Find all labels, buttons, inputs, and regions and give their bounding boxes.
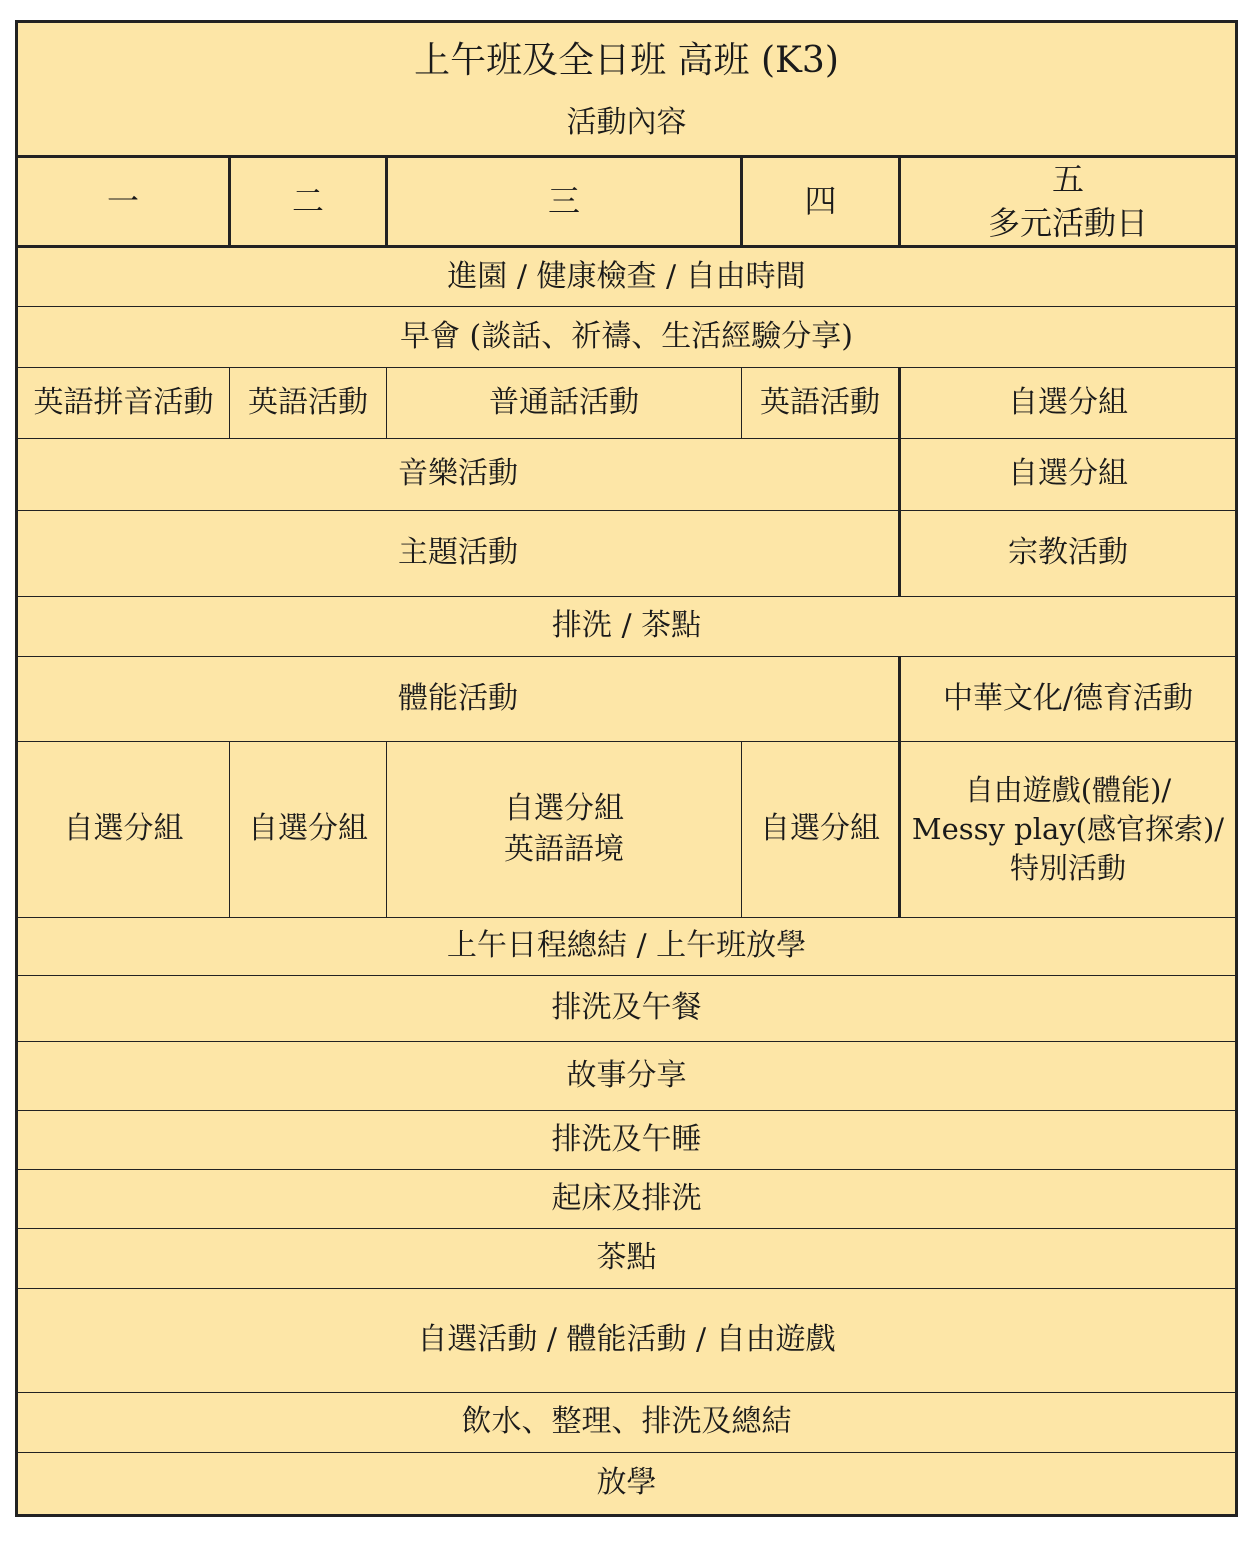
cell-music-friday: 自選分組 [900, 439, 1236, 511]
schedule-subtitle: 活動內容 [18, 95, 1236, 157]
row-am-summary: 上午日程總結 / 上午班放學 [18, 918, 1236, 976]
cell-language-thursday: 英語活動 [742, 368, 900, 439]
cell-theme-friday: 宗教活動 [900, 511, 1236, 597]
day-header-friday-label: 五 [1051, 160, 1084, 199]
schedule-title: 上午班及全日班 高班 (K3) [18, 23, 1236, 95]
groups-friday-line2: Messy play(感官探索)/ [911, 811, 1225, 846]
groups-friday-line3: 特別活動 [1009, 851, 1126, 886]
cell-language-tuesday: 英語活動 [230, 368, 387, 439]
day-header-monday: 一 [18, 157, 230, 247]
cell-language-friday: 自選分組 [900, 368, 1236, 439]
row-arrival: 進園 / 健康檢查 / 自由時間 [18, 247, 1236, 307]
day-header-wednesday: 三 [387, 157, 742, 247]
cell-groups-monday: 自選分組 [18, 742, 230, 918]
cell-groups-tuesday: 自選分組 [230, 742, 387, 918]
groups-wednesday-line2: 英語語境 [504, 831, 624, 867]
row-snack: 茶點 [18, 1229, 1236, 1289]
row-dismissal: 放學 [18, 1453, 1236, 1515]
row-wakeup: 起床及排洗 [18, 1170, 1236, 1229]
schedule-table [17, 22, 1236, 1515]
row-nap: 排洗及午睡 [18, 1111, 1236, 1170]
row-story: 故事分享 [18, 1042, 1236, 1111]
day-header-tuesday: 二 [230, 157, 387, 247]
day-header-friday [900, 157, 1236, 247]
row-morning-assembly: 早會 (談話、祈禱、生活經驗分享) [18, 307, 1236, 368]
day-header-thursday: 四 [742, 157, 900, 247]
groups-wednesday-line1: 自選分組 [504, 791, 624, 826]
cell-theme-mon-thu: 主題活動 [18, 511, 900, 597]
row-toilet-snack: 排洗 / 茶點 [18, 597, 1236, 657]
cell-language-wednesday: 普通話活動 [387, 368, 742, 439]
cell-groups-thursday: 自選分組 [742, 742, 900, 918]
groups-friday-line1: 自由遊戲(體能)/ [964, 772, 1172, 807]
cell-language-monday: 英語拼音活動 [18, 368, 230, 439]
cell-groups-friday [900, 742, 1236, 918]
day-header-friday-subtitle: 多元活動日 [987, 203, 1148, 242]
cell-physical-friday: 中華文化/德育活動 [900, 657, 1236, 742]
cell-music-mon-thu: 音樂活動 [18, 439, 900, 511]
row-lunch: 排洗及午餐 [18, 976, 1236, 1042]
row-free-choice: 自選活動 / 體能活動 / 自由遊戲 [18, 1289, 1236, 1393]
row-wrapup: 飲水、整理、排洗及總結 [18, 1393, 1236, 1453]
cell-physical-mon-thu: 體能活動 [18, 657, 900, 742]
cell-groups-wednesday [387, 742, 742, 918]
